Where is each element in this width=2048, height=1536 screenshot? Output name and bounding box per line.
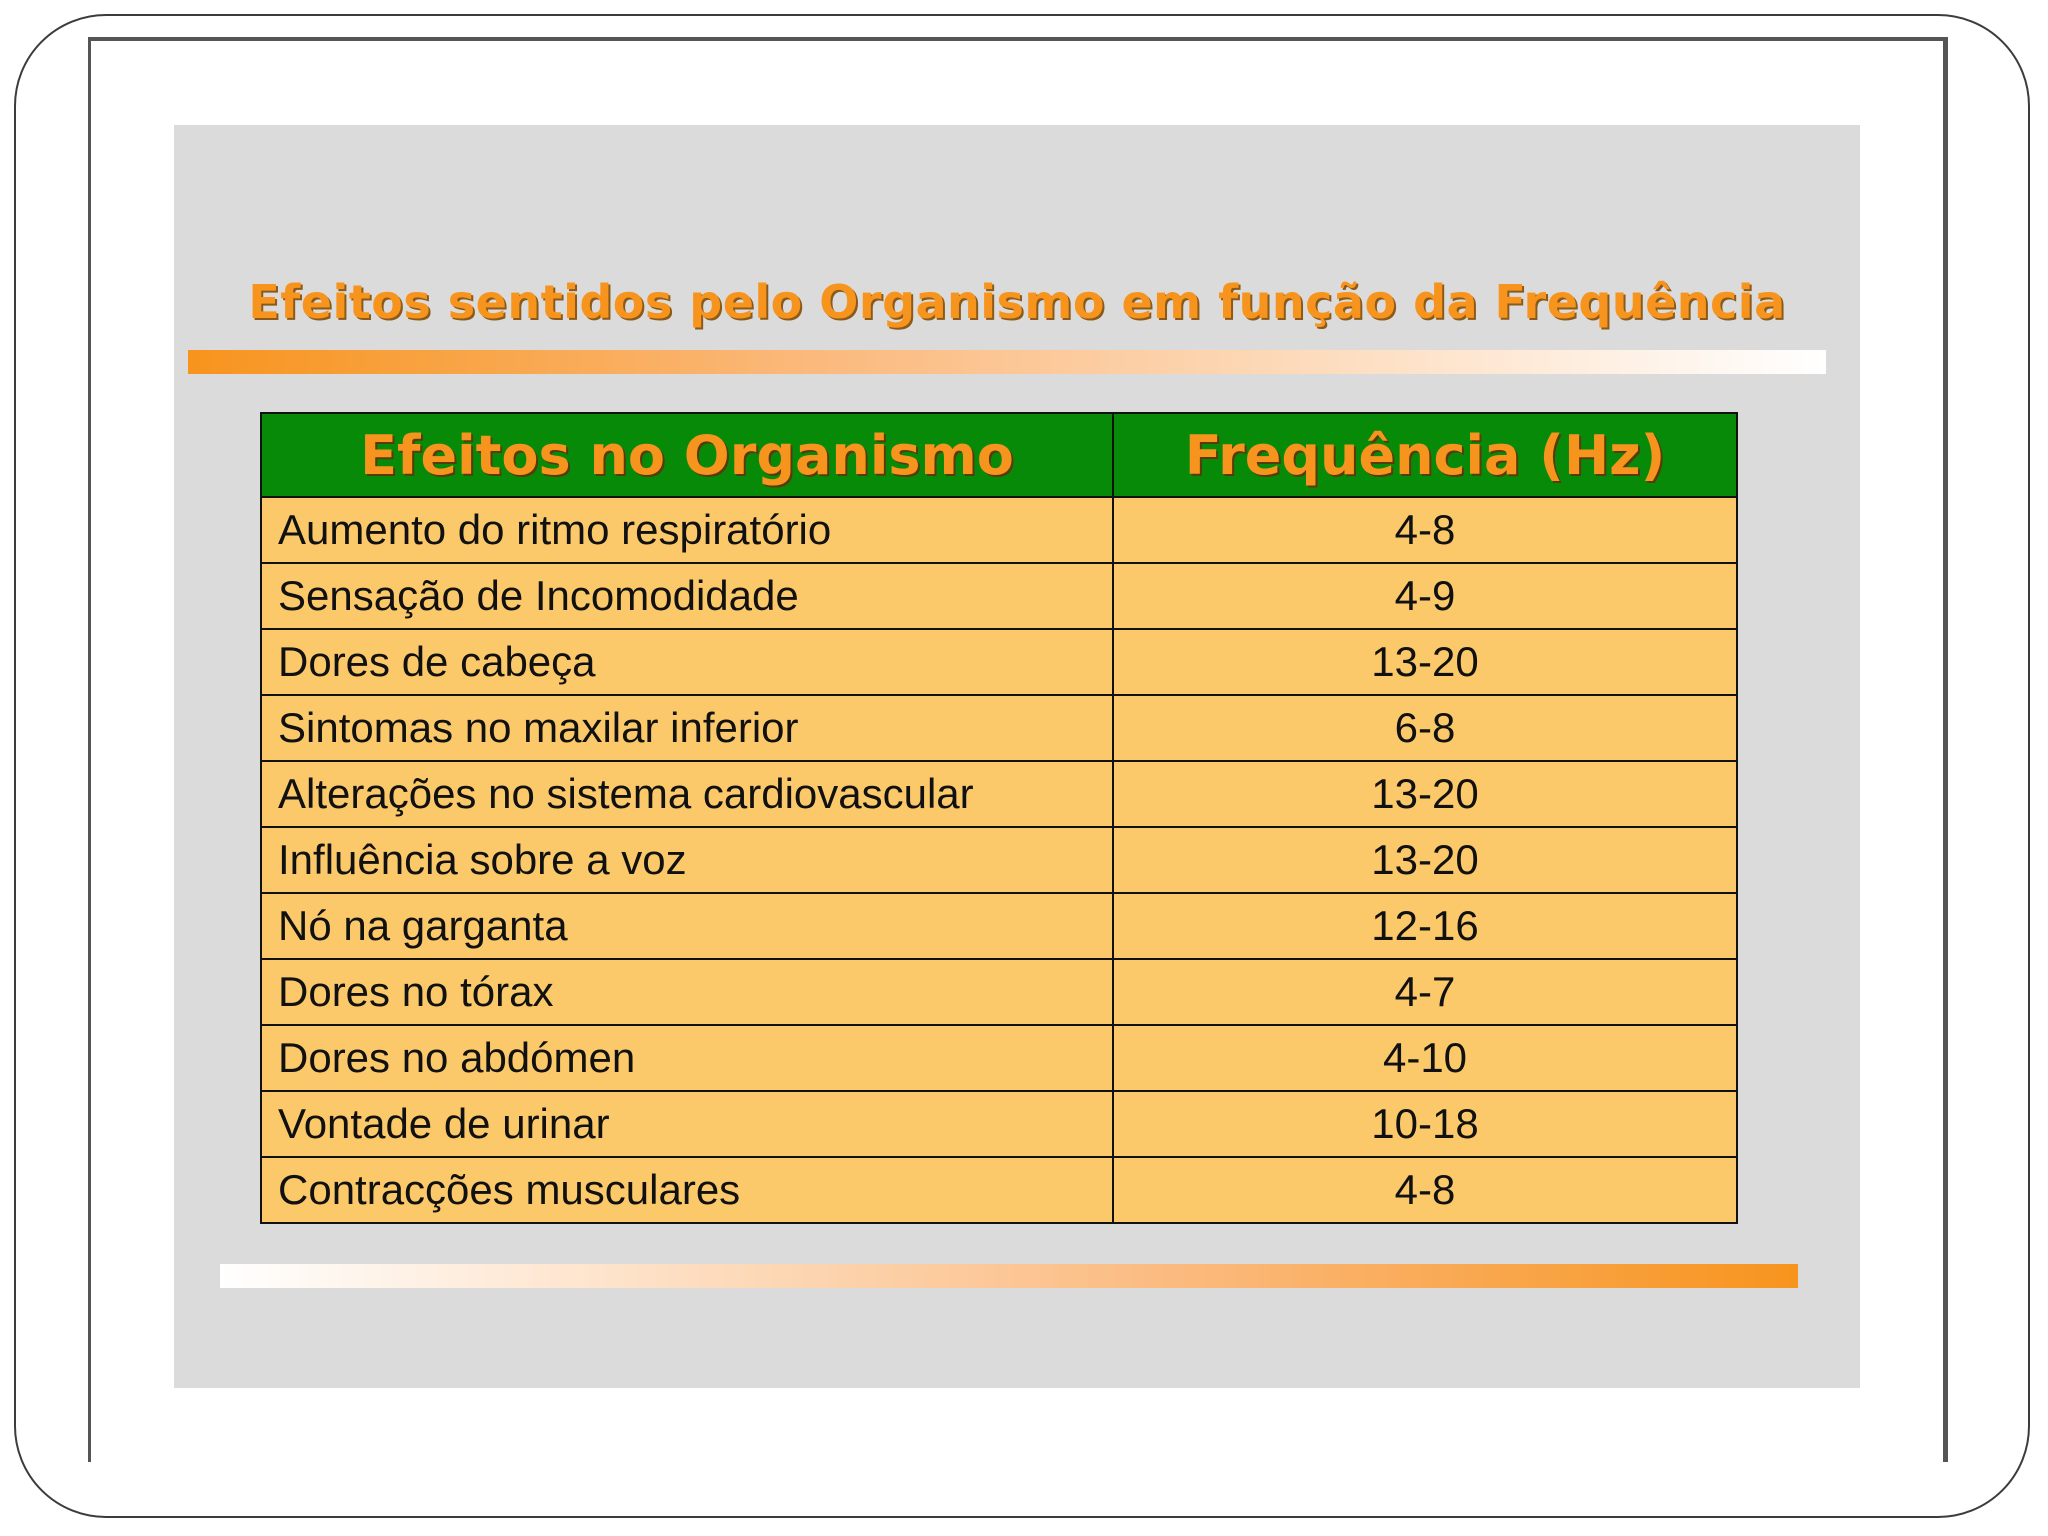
effect-cell: Dores no tórax bbox=[261, 959, 1113, 1025]
effect-cell: Sensação de Incomodidade bbox=[261, 563, 1113, 629]
table-row bbox=[261, 497, 1737, 563]
frequency-cell: 12-16 bbox=[1113, 893, 1737, 959]
frequency-cell: 4-8 bbox=[1113, 497, 1737, 563]
table-row bbox=[261, 1091, 1737, 1157]
effect-cell: Aumento do ritmo respiratório bbox=[261, 497, 1113, 563]
frequency-cell: 10-18 bbox=[1113, 1091, 1737, 1157]
decorative-bar-top bbox=[188, 350, 1826, 374]
frequency-table bbox=[260, 412, 1738, 1224]
table-row bbox=[261, 1157, 1737, 1223]
frequency-cell: 13-20 bbox=[1113, 629, 1737, 695]
decorative-bar-bottom bbox=[220, 1264, 1798, 1288]
slide-title: Efeitos sentidos pelo Organismo em função da Frequência bbox=[248, 275, 1786, 329]
table-row bbox=[261, 1025, 1737, 1091]
slide-content bbox=[174, 125, 1860, 1388]
frame-line-left bbox=[88, 37, 91, 1462]
frequency-cell: 4-10 bbox=[1113, 1025, 1737, 1091]
table-row bbox=[261, 959, 1737, 1025]
frame-line-right bbox=[1943, 37, 1948, 1462]
table-header-row bbox=[261, 413, 1737, 497]
header-effects: Efeitos no Organismo bbox=[261, 413, 1113, 497]
effect-cell: Alterações no sistema cardiovascular bbox=[261, 761, 1113, 827]
effect-cell: Nó na garganta bbox=[261, 893, 1113, 959]
frequency-cell: 4-7 bbox=[1113, 959, 1737, 1025]
table-row bbox=[261, 695, 1737, 761]
effect-cell: Sintomas no maxilar inferior bbox=[261, 695, 1113, 761]
table-row bbox=[261, 563, 1737, 629]
table-row bbox=[261, 893, 1737, 959]
frame-line-top bbox=[88, 37, 1946, 41]
effect-cell: Contracções musculares bbox=[261, 1157, 1113, 1223]
effect-cell: Dores no abdómen bbox=[261, 1025, 1113, 1091]
frequency-cell: 13-20 bbox=[1113, 827, 1737, 893]
table-row bbox=[261, 629, 1737, 695]
table-row bbox=[261, 761, 1737, 827]
effect-cell: Dores de cabeça bbox=[261, 629, 1113, 695]
frequency-cell: 4-9 bbox=[1113, 563, 1737, 629]
effect-cell: Vontade de urinar bbox=[261, 1091, 1113, 1157]
frequency-cell: 4-8 bbox=[1113, 1157, 1737, 1223]
table-row bbox=[261, 827, 1737, 893]
effect-cell: Influência sobre a voz bbox=[261, 827, 1113, 893]
header-frequency: Frequência (Hz) bbox=[1113, 413, 1737, 497]
frequency-cell: 13-20 bbox=[1113, 761, 1737, 827]
frequency-cell: 6-8 bbox=[1113, 695, 1737, 761]
